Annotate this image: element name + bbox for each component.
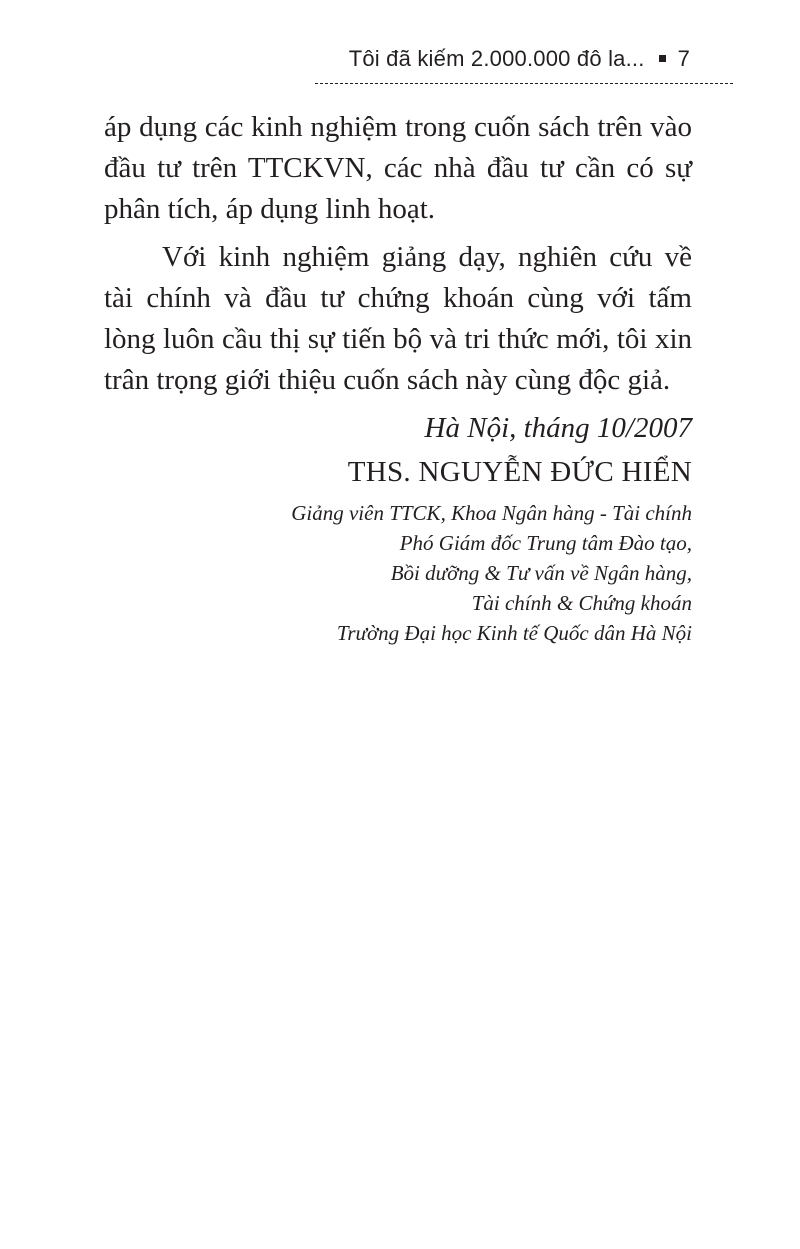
author-roles [291, 498, 692, 648]
place-date: Hà Nội, tháng 10/2007 [424, 412, 692, 444]
running-header [300, 46, 690, 72]
paragraph: áp dụng các kinh nghiệm trong cuốn sách trên vào đầu tư trên TTCKVN, các nhà đầu tư cần có sự phân tích, áp dụng linh hoạt. [104, 111, 692, 225]
author-role-line: Trường Đại học Kinh tế Quốc dân Hà Nội [336, 621, 692, 645]
header-dashed-rule [315, 83, 733, 84]
paragraph: Với kinh nghiệm giảng dạy, nghiên cứu về tài chính và đầu tư chứng khoán cùng với tấm lòng luôn cầu thị sự tiến bộ và tri thức mới, tôi xin trân trọng giới thiệu cuốn sách này cùng độc giả. [104, 241, 692, 396]
author-role-line: Bồi dưỡng & Tư vấn về Ngân hàng, [390, 561, 692, 585]
body-text [104, 107, 692, 401]
author-role-line: Tài chính & Chứng khoán [471, 591, 692, 615]
signature-block [291, 408, 692, 648]
bullet-separator-icon [659, 55, 666, 62]
page-number: 7 [677, 46, 690, 71]
author-name: THS. NGUYỄN ĐỨC HIỂN [347, 456, 692, 488]
author-role-line: Giảng viên TTCK, Khoa Ngân hàng - Tài chính [291, 501, 692, 525]
author-role-line: Phó Giám đốc Trung tâm Đào tạo, [399, 531, 692, 555]
running-title: Tôi đã kiếm 2.000.000 đô la... [348, 46, 645, 71]
